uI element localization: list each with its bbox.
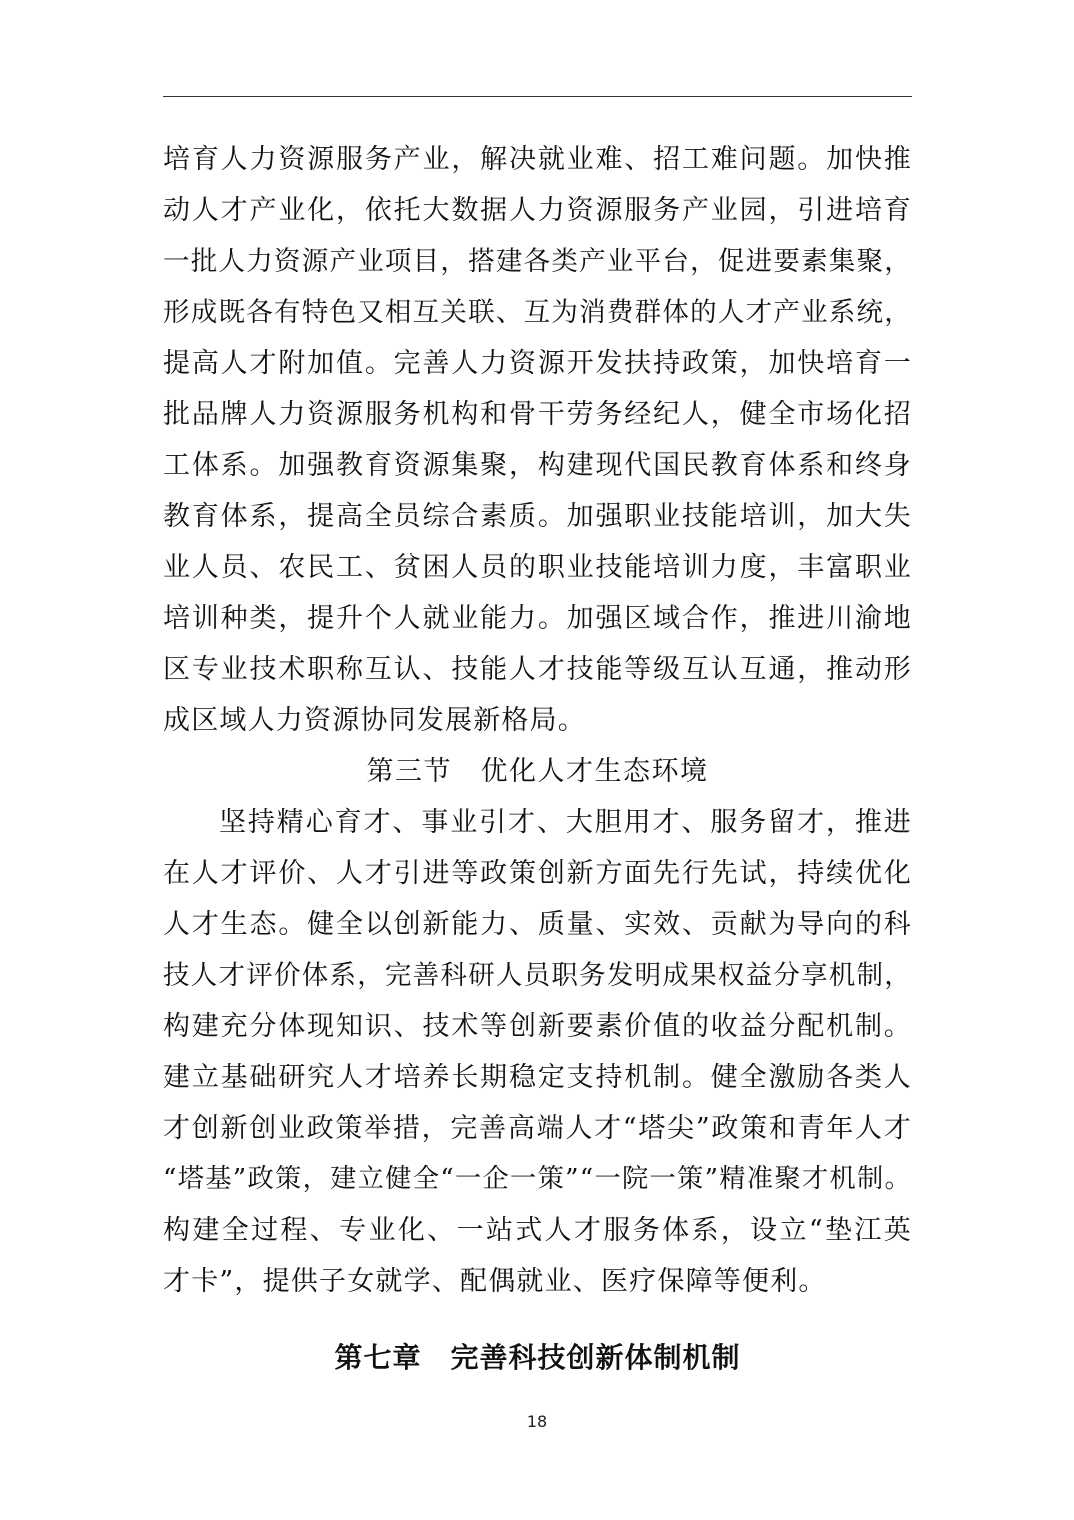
paragraph-line: 动人才产业化，依托大数据人力资源服务产业园，引进培育 — [163, 195, 912, 226]
paragraph-line: 工体系。加强教育资源集聚，构建现代国民教育体系和终身 — [163, 450, 912, 481]
paragraph-line: 批品牌人力资源服务机构和骨干劳务经纪人，健全市场化招 — [163, 399, 912, 430]
paragraph-line: 成区域人力资源协同发展新格局。 — [163, 705, 586, 736]
paragraph-line: 在人才评价、人才引进等政策创新方面先行先试，持续优化 — [163, 858, 912, 889]
paragraph-line: 人才生态。健全以创新能力、质量、实效、贡献为导向的科 — [163, 909, 912, 940]
paragraph-line: 提高人才附加值。完善人力资源开发扶持政策，加快培育一 — [163, 348, 912, 379]
paragraph-line: 建立基础研究人才培养长期稳定支持机制。健全激励各类人 — [163, 1062, 912, 1093]
paragraph-1 — [163, 134, 912, 746]
body-text — [163, 134, 912, 1307]
paragraph-line: 形成既各有特色又相互关联、互为消费群体的人才产业系统， — [163, 297, 912, 328]
paragraph-line: 培育人力资源服务产业，解决就业难、招工难问题。加快推 — [163, 144, 912, 175]
paragraph-line: 技人才评价体系，完善科研人员职务发明成果权益分享机制， — [163, 960, 912, 991]
paragraph-line: 区专业技术职称互认、技能人才技能等级互认互通，推动形 — [163, 654, 912, 685]
paragraph-line: 业人员、农民工、贫困人员的职业技能培训力度，丰富职业 — [163, 552, 912, 583]
paragraph-line: 构建全过程、专业化、一站式人才服务体系，设立“垫江英 — [163, 1215, 912, 1246]
paragraph-line: 一批人力资源产业项目，搭建各类产业平台，促进要素集聚， — [163, 246, 912, 277]
paragraph-line: 才卡”，提供子女就学、配偶就业、医疗保障等便利。 — [163, 1266, 827, 1297]
paragraph-2 — [163, 797, 912, 1307]
header-rule — [163, 96, 912, 97]
chapter-heading: 第七章 完善科技创新体制机制 — [334, 1341, 741, 1374]
section-heading: 第三节 优化人才生态环境 — [366, 756, 709, 787]
paragraph-line: 培训种类，提升个人就业能力。加强区域合作，推进川渝地 — [163, 603, 912, 634]
paragraph-line: 构建充分体现知识、技术等创新要素价值的收益分配机制。 — [163, 1011, 912, 1042]
paragraph-line: “塔基”政策，建立健全“一企一策”“一院一策”精准聚才机制。 — [163, 1164, 912, 1194]
paragraph-line: 才创新创业政策举措，完善高端人才“塔尖”政策和青年人才 — [163, 1113, 912, 1144]
page-number: 18 — [526, 1412, 548, 1431]
paragraph-line: 教育体系，提高全员综合素质。加强职业技能培训，加大失 — [163, 501, 912, 532]
paragraph-line: 坚持精心育才、事业引才、大胆用才、服务留才，推进 — [219, 807, 912, 838]
